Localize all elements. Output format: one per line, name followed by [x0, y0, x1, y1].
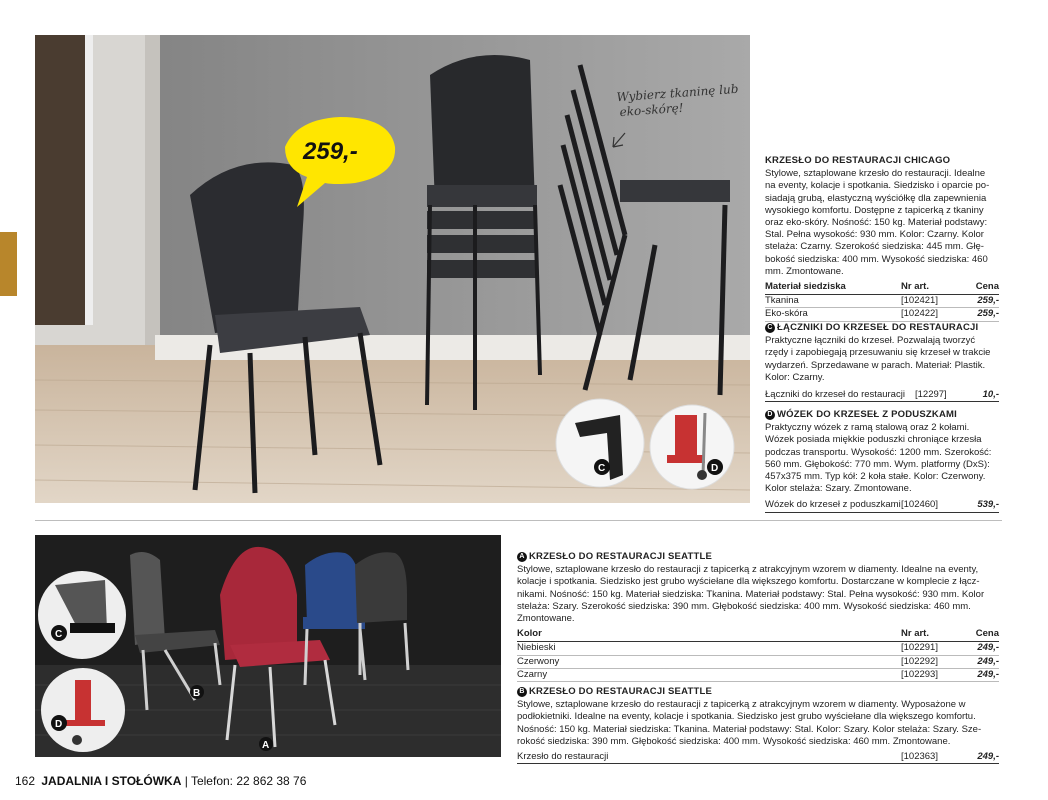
marker-c-bottom: C — [55, 629, 63, 640]
connectors-price-row: Łączniki do krzeseł do restauracji [12297] 10,- — [765, 389, 999, 402]
seattle-a-product-block — [517, 551, 999, 682]
table-row: Czarny [102293] 249,- — [517, 668, 999, 680]
connector-detail-circle-bottom — [38, 571, 126, 659]
chicago-description: Stylowe, sztaplowane krzesło do restauracji. Idealne na eventy, kolacje i spotkania. Siedzisko i oparcie po- siadają grubą, elastyczną wyściółkę dla zapewnienia wysokiego komfortu. Dostępne z tapicerką z tkaniny oraz eko-skóry. Nośność: 150 kg. Materiał podstawy: Stal. Pełna wysokość: 930 mm. Kolor: Czarny. Kolor stelaża: Czarny. Szerokość siedziska: 445 mm. Głę- bokość siedziska: 400 mm. Wysokość siedziska: 460 mm. Zmontowane. — [765, 168, 990, 277]
trolley-product-block — [765, 409, 999, 513]
seattle-b-product-block — [517, 686, 999, 764]
seattle-b-price-row: Krzesło do restauracji [102363] 249,- — [517, 751, 999, 764]
page-number: 162 — [15, 774, 36, 788]
chicago-title: KRZESŁO DO RESTAURACJI CHICAGO — [765, 155, 951, 166]
table-row: Eko-skóra [102422] 259,- — [765, 308, 999, 320]
trolley-description: Praktyczny wózek z ramą stalową oraz 2 kołami. Wózek posiada miękkie poduszki chroniące krzesła podczas transportu. Wysokość: 1200 mm. Szerokość: 560 mm. Głębokość: 770 mm. Wym. platformy (DxS): 457x375 mm. Typ kół: 2 koła stałe. Kolor: Czerwony. Kolor stelaża: Szary. Zmontowane. — [765, 422, 992, 495]
price-burst-label: 259,- — [303, 138, 358, 165]
seattle-a-title: KRZESŁO DO RESTAURACJI SEATTLE — [529, 551, 712, 562]
badge-d: D — [765, 410, 775, 420]
badge-b: B — [517, 687, 527, 697]
connectors-description: Praktyczne łączniki do krzeseł. Pozwalają tworzyć rzędy i zapobiegają przesuwaniu się krzeseł w trakcie wydarzeń. Sprzedawane w parach. Materiał: Plastik. Kolor: Czarny. — [765, 335, 991, 383]
connectors-title: ŁĄCZNIKI DO KRZESEŁ DO RESTAURACJI — [777, 322, 979, 333]
seattle-chairs-photo — [35, 535, 501, 757]
marker-a-bottom: A — [262, 740, 270, 751]
trolley-title: WÓZEK DO KRZESEŁ Z PODUSZKAMI — [777, 409, 957, 420]
connector-detail-circle — [556, 399, 644, 487]
badge-c: C — [765, 323, 775, 333]
table-row: Niebieski [102291] 249,- — [517, 642, 999, 654]
badge-a: A — [517, 552, 527, 562]
table-row: Tkanina [102421] 259,- — [765, 295, 999, 307]
section-divider — [35, 520, 1002, 521]
marker-b-bottom: B — [193, 688, 201, 699]
connectors-product-block — [765, 322, 999, 402]
table-row: Czerwony [102292] 249,- — [517, 655, 999, 667]
section-tab-marker — [0, 232, 17, 296]
trolley-price-row: Wózek do krzeseł z poduszkami [102460] 539,- — [765, 499, 999, 512]
page-footer — [15, 774, 306, 788]
footer-separator: | — [184, 774, 188, 788]
trolley-detail-circle — [650, 405, 734, 489]
chicago-product-block — [765, 155, 999, 322]
handwritten-line-2: eko-skórę! — [619, 100, 684, 120]
seattle-b-description: Stylowe, sztaplowane krzesło do restauracji z tapicerką z atrakcyjnym wzorem w diamenty. Wyposażone w podłokietniki. Idealne na eventy, kolacje i spotkania. Siedzisko jest grubo wyściełane dla większego komfortu. Nośność: 150 kg. Materiał siedziska: Tkanina. Materiał podstawy: Stal. Kolor: Szary. Kolor stelaża: Szary. Sze- rokość siedziska: 390 mm. Głębokość siedziska: 400 mm. Wysokość siedziska: 460 mm. Zmontowane. — [517, 699, 982, 747]
footer-phone: Telefon: 22 862 38 76 — [190, 774, 307, 788]
chicago-price-table: Materiał siedziska Nr art. Cena Tkanina [102421] 259,- Eko-skóra [102422] 259,- — [765, 281, 999, 320]
seattle-a-description: Stylowe, sztaplowane krzesło do restauracji z tapicerką z atrakcyjnym wzorem w diamenty. Idealne na eventy, kolacje i spotkania. Siedzisko jest grubo wyściełane dla większego komfortu. Dostarczane w komplecie z łącz- nikami. Nośność: 150 kg. Materiał siedziska: Tkanina. Materiał podstawy: Stal. Pełna wysokość: 930 mm. Kolor stelaża: Szary. Szerokość siedziska: 390 mm. Głębokość siedziska: 400 mm. Wysokość siedziska: 460 mm. Zmontowane. — [517, 564, 985, 625]
marker-d-bottom: D — [55, 719, 63, 730]
seattle-b-title: KRZESŁO DO RESTAURACJI SEATTLE — [529, 686, 712, 697]
trolley-detail-circle-bottom — [41, 668, 125, 752]
marker-c-top: C — [598, 463, 606, 474]
marker-d-top: D — [711, 463, 719, 474]
seattle-a-price-table: Kolor Nr art. Cena Niebieski [102291] 249,- Czerwony [102292] 249,- Czarny [102293] 249,- — [517, 628, 999, 680]
section-name: JADALNIA I STOŁÓWKA — [41, 774, 182, 788]
handwritten-line-1: Wybierz tkaninę lub — [616, 81, 739, 105]
